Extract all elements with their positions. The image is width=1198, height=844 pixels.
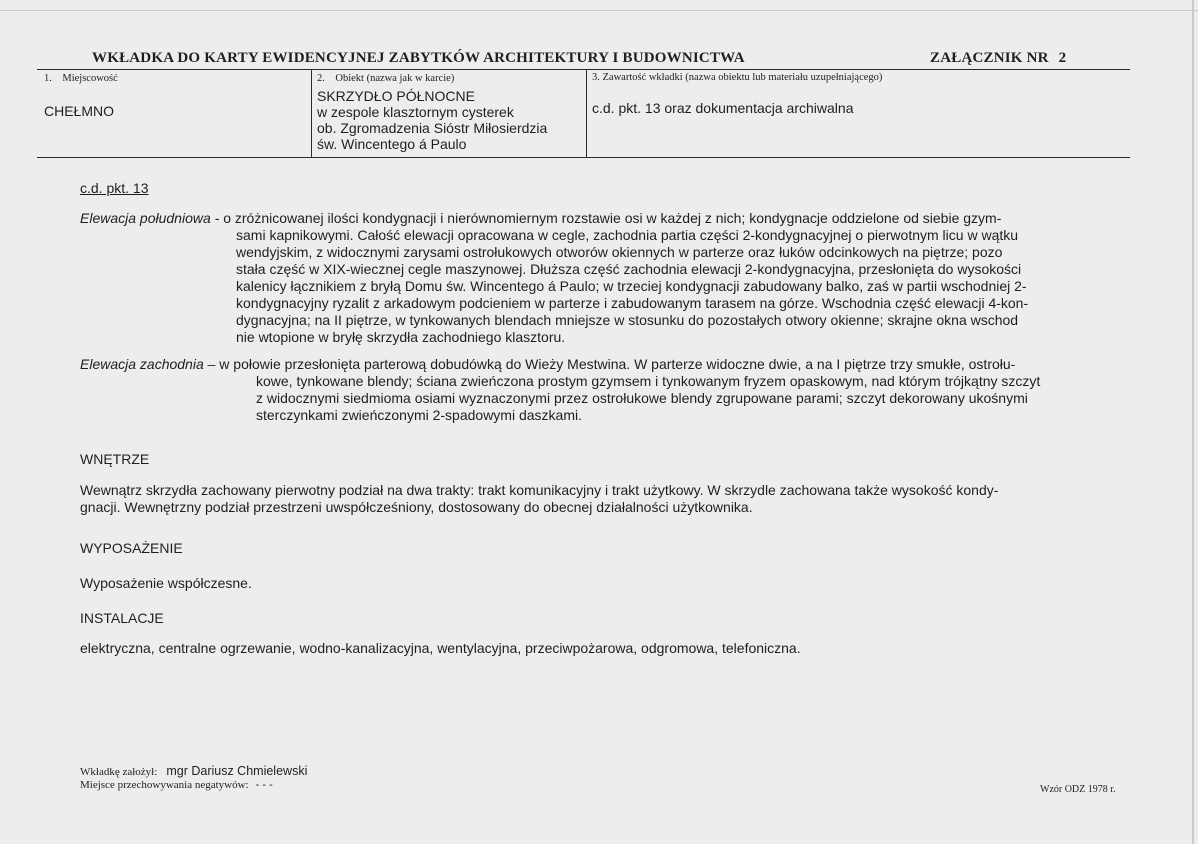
table-divider-2	[586, 69, 587, 157]
author-row	[80, 764, 307, 778]
content-value: c.d. pkt. 13 oraz dokumentacja archiwalna	[592, 100, 854, 116]
south-line: stała część w XIX-wiecznej cegle maszynowej. Dłuższa część zachodnia elewacji 2-kondygnacyjna, przesłonięta do wysokości	[236, 261, 1022, 277]
table-divider-1	[311, 69, 312, 157]
west-line: z widocznymi siedmioma osiami wyznaczonymi przez ostrołukowe blendy zgrupowane parami; szczyt dekorowany ukośnymi	[256, 390, 1028, 406]
table-top-border	[37, 69, 1130, 70]
object-line: ob. Zgromadzenia Sióstr Miłosierdzia	[317, 120, 548, 136]
interior-text	[80, 482, 1130, 516]
object-label: 2. Obiekt (nazwa jak w karcie)	[317, 73, 455, 84]
interior-line: Wewnątrz skrzydła zachowany pierwotny podział na dwa trakty: trakt komunikacyjny i trakt użytkowy. W skrzydle zachowana także wysokość kondy-	[80, 482, 999, 498]
equipment-heading: WYPOSAŻENIE	[80, 540, 183, 556]
section-reference: c.d. pkt. 13	[80, 180, 149, 196]
south-line: kalenicy łącznikiem z bryłą Domu św. Wincentego á Paulo; w trzeciej kondygnacji zabudowany balko, zaś w partii wschodniej 2-	[236, 278, 1027, 294]
south-line: o zróżnicowanej ilości kondygnacji i nierównomiernym rozstawie osi w każdej z nich; kondygnacje oddzielone od siebie gzym-	[219, 210, 1002, 226]
interior-line: gnacji. Wewnętrzny podział przestrzeni uwspółcześniony, dostosowany do obecnej działalności użytkownika.	[80, 499, 753, 515]
content-label: 3. Zawartość wkładki (nazwa obiektu lub materiału uzupełniającego)	[592, 72, 883, 83]
negatives-value: - - -	[255, 779, 273, 791]
attachment-number: 2	[1058, 50, 1067, 66]
author-label: Wkładkę założył:	[80, 766, 158, 778]
form-template: Wzór ODZ 1978 r.	[1040, 784, 1116, 795]
south-elevation	[80, 210, 1130, 346]
attachment-label	[930, 50, 1066, 67]
south-line: dygnacyjna; na II piętrze, w tynkowanych blendach mniejsze w stosunku do pozostałych otwory okienne; skrajne okna wschod	[236, 312, 1019, 328]
west-elevation	[80, 356, 1130, 424]
locality-label: 1. Miejscowość	[44, 73, 118, 84]
table-bottom-border	[37, 157, 1130, 158]
west-line: w połowie przesłonięta parterową dobudówką do Wieży Mestwina. W parterze widoczne dwie, a na I piętrze trzy smukłe, ostrołu-	[215, 356, 1016, 372]
south-line: nie wtopione w bryłę skrzydła zachodniego klasztoru.	[236, 329, 566, 345]
west-line: kowe, tynkowane blendy; ściana zwieńczona prostym gzymsem i tynkowanym fryzem opaskowym, nad którym trójkątny szczyt	[256, 373, 1041, 389]
south-first-line	[80, 210, 1130, 227]
author-name: mgr Dariusz Chmielewski	[166, 764, 308, 778]
installations-text: elektryczna, centralne ogrzewanie, wodno-kanalizacyjna, wentylacyjna, przeciwpożarowa, odgromowa, telefoniczna.	[80, 640, 801, 656]
object-line: św. Wincentego á Paulo	[317, 136, 467, 152]
west-line: sterczynkami zwieńczonymi 2-spadowymi daszkami.	[256, 407, 582, 423]
negatives-label: Miejsce przechowywania negatywów:	[80, 779, 249, 791]
installations-heading: INSTALACJE	[80, 610, 164, 626]
object-line: w zespole klasztornym cysterek	[317, 104, 514, 120]
south-line: sami kapnikowymi. Całość elewacji opracowana w cegle, zachodnia partia części 2-kondygnacyjnej o pierwotnym licu w wątku	[236, 227, 1019, 243]
scan-edge-right	[1192, 0, 1194, 844]
south-line: kondygnacyjny ryzalit z arkadowym podcieniem w parterze i zabudowanym tarasem na górze. Wschodnia część elewacji 4-kon-	[236, 295, 1029, 311]
south-line: wendyjskim, z widocznymi zarysami ostrołukowych otworów okiennych w parterze oraz łuków odcinkowych na piętrze; pozo	[236, 244, 1003, 260]
equipment-text: Wyposażenie współczesne.	[80, 575, 252, 591]
interior-heading: WNĘTRZE	[80, 451, 150, 467]
west-first-line	[80, 356, 1130, 373]
negatives-row	[80, 779, 273, 791]
west-elevation-label: Elewacja zachodnia –	[80, 356, 216, 372]
south-elevation-label: Elewacja południowa -	[80, 210, 220, 226]
form-title: WKŁADKA DO KARTY EWIDENCYJNEJ ZABYTKÓW ARCHITEKTURY I BUDOWNICTWA	[92, 50, 745, 66]
attachment-label-text: ZAŁĄCZNIK NR	[930, 50, 1049, 66]
locality-value: CHEŁMNO	[44, 103, 115, 119]
object-value	[317, 88, 585, 152]
object-line: SKRZYDŁO PÓŁNOCNE	[317, 88, 475, 104]
scan-edge-top	[0, 10, 1198, 11]
